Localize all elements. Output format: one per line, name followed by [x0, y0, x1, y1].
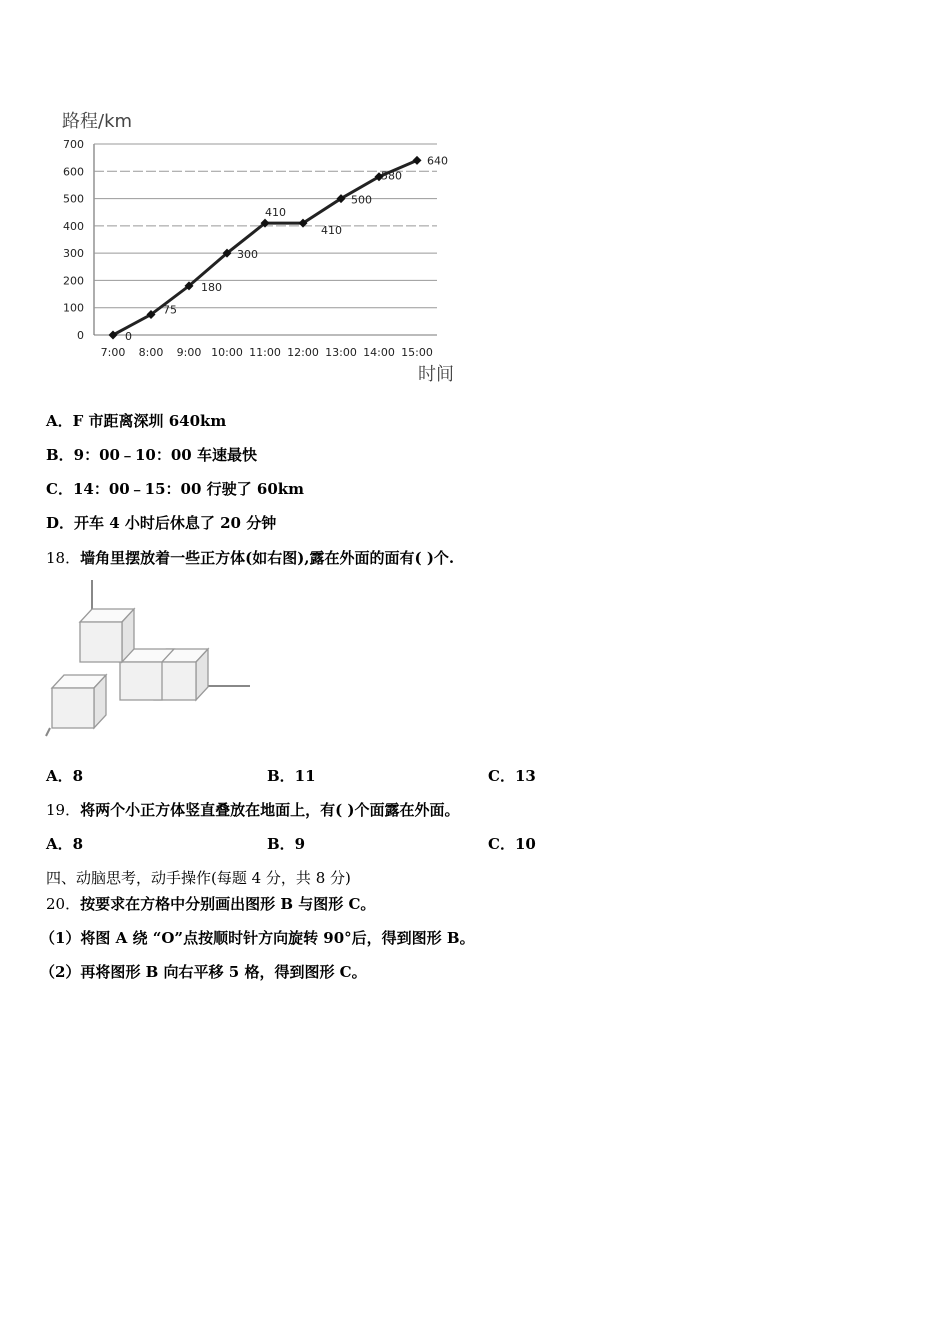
cube-top — [80, 609, 134, 662]
q18-number: 18． — [46, 549, 81, 567]
x-tick-label: 14:00 — [363, 346, 395, 359]
x-tick-label: 10:00 — [211, 346, 243, 359]
y-tick-label: 400 — [63, 219, 84, 233]
x-axis-label: 时间 — [418, 364, 454, 385]
data-label: 300 — [237, 248, 258, 262]
cube-front-left — [52, 675, 106, 728]
y-tick-label: 700 — [63, 138, 84, 151]
q18-option-b: B．11 — [267, 767, 316, 785]
y-tick-label: 300 — [63, 247, 84, 261]
data-label: 500 — [351, 193, 372, 207]
q18-option-c: C．13 — [488, 767, 536, 785]
section4-title: 四、动脑思考，动手操作(每题 4 分，共 8 分) — [46, 869, 351, 887]
distance-time-chart — [50, 100, 470, 390]
q17-option-b: B．9：00﹣10：00 车速最快 — [46, 446, 257, 464]
q17-option-c: C．14：00﹣15：00 行驶了 60km — [46, 480, 305, 498]
floor-line-left — [46, 728, 50, 736]
x-tick-label: 7:00 — [100, 346, 126, 359]
x-tick-label: 11:00 — [249, 346, 281, 359]
q19-option-a: A．8 — [46, 835, 84, 853]
q18-text: 墙角里摆放着一些正方体(如右图),露在外面的面有( )个. — [80, 549, 455, 567]
q19-option-b: B．9 — [267, 835, 306, 853]
data-label: 410 — [265, 206, 286, 220]
q17-option-d: D．开车 4 小时后休息了 20 分钟 — [46, 514, 277, 532]
q19-text: 将两个小正方体竖直叠放在地面上，有( )个面露在外面。 — [80, 801, 460, 819]
corner-cubes-figure — [44, 578, 254, 740]
q17-option-a: A．F 市距离深圳 640km — [46, 412, 227, 430]
y-tick-label: 200 — [63, 274, 84, 288]
data-point-marker — [413, 156, 422, 165]
x-tick-label: 12:00 — [287, 346, 319, 359]
q20-question — [46, 893, 375, 914]
q18-question — [46, 547, 454, 568]
y-tick-label: 500 — [63, 192, 84, 206]
q20-step-1: （1）将图 A 绕 “O”点按顺时针方向旋转 90°后，得到图形 B。 — [40, 929, 475, 947]
q19-number: 19． — [46, 801, 81, 819]
y-tick-label: 0 — [77, 329, 84, 342]
y-tick-label: 100 — [63, 301, 84, 315]
q19-option-c: C．10 — [488, 835, 536, 853]
data-label: 580 — [381, 169, 402, 183]
q20-number: 20． — [46, 895, 81, 913]
data-label: 75 — [163, 303, 177, 317]
q20-step-2: （2）再将图形 B 向右平移 5 格，得到图形 C。 — [40, 963, 367, 981]
y-tick-label: 600 — [63, 165, 84, 179]
data-label: 180 — [201, 280, 222, 294]
q18-option-a: A．8 — [46, 767, 84, 785]
x-tick-label: 13:00 — [325, 346, 357, 359]
y-axis-label: 路程/km — [62, 111, 133, 132]
data-label: 640 — [427, 154, 448, 168]
x-tick-label: 8:00 — [138, 346, 164, 359]
q19-question — [46, 799, 460, 820]
x-tick-label: 15:00 — [401, 346, 433, 359]
data-label: 410 — [321, 224, 342, 238]
series-line — [113, 160, 417, 335]
q20-text: 按要求在方格中分别画出图形 B 与图形 C。 — [80, 895, 376, 913]
data-label: 0 — [125, 330, 132, 343]
x-tick-label: 9:00 — [176, 346, 202, 359]
